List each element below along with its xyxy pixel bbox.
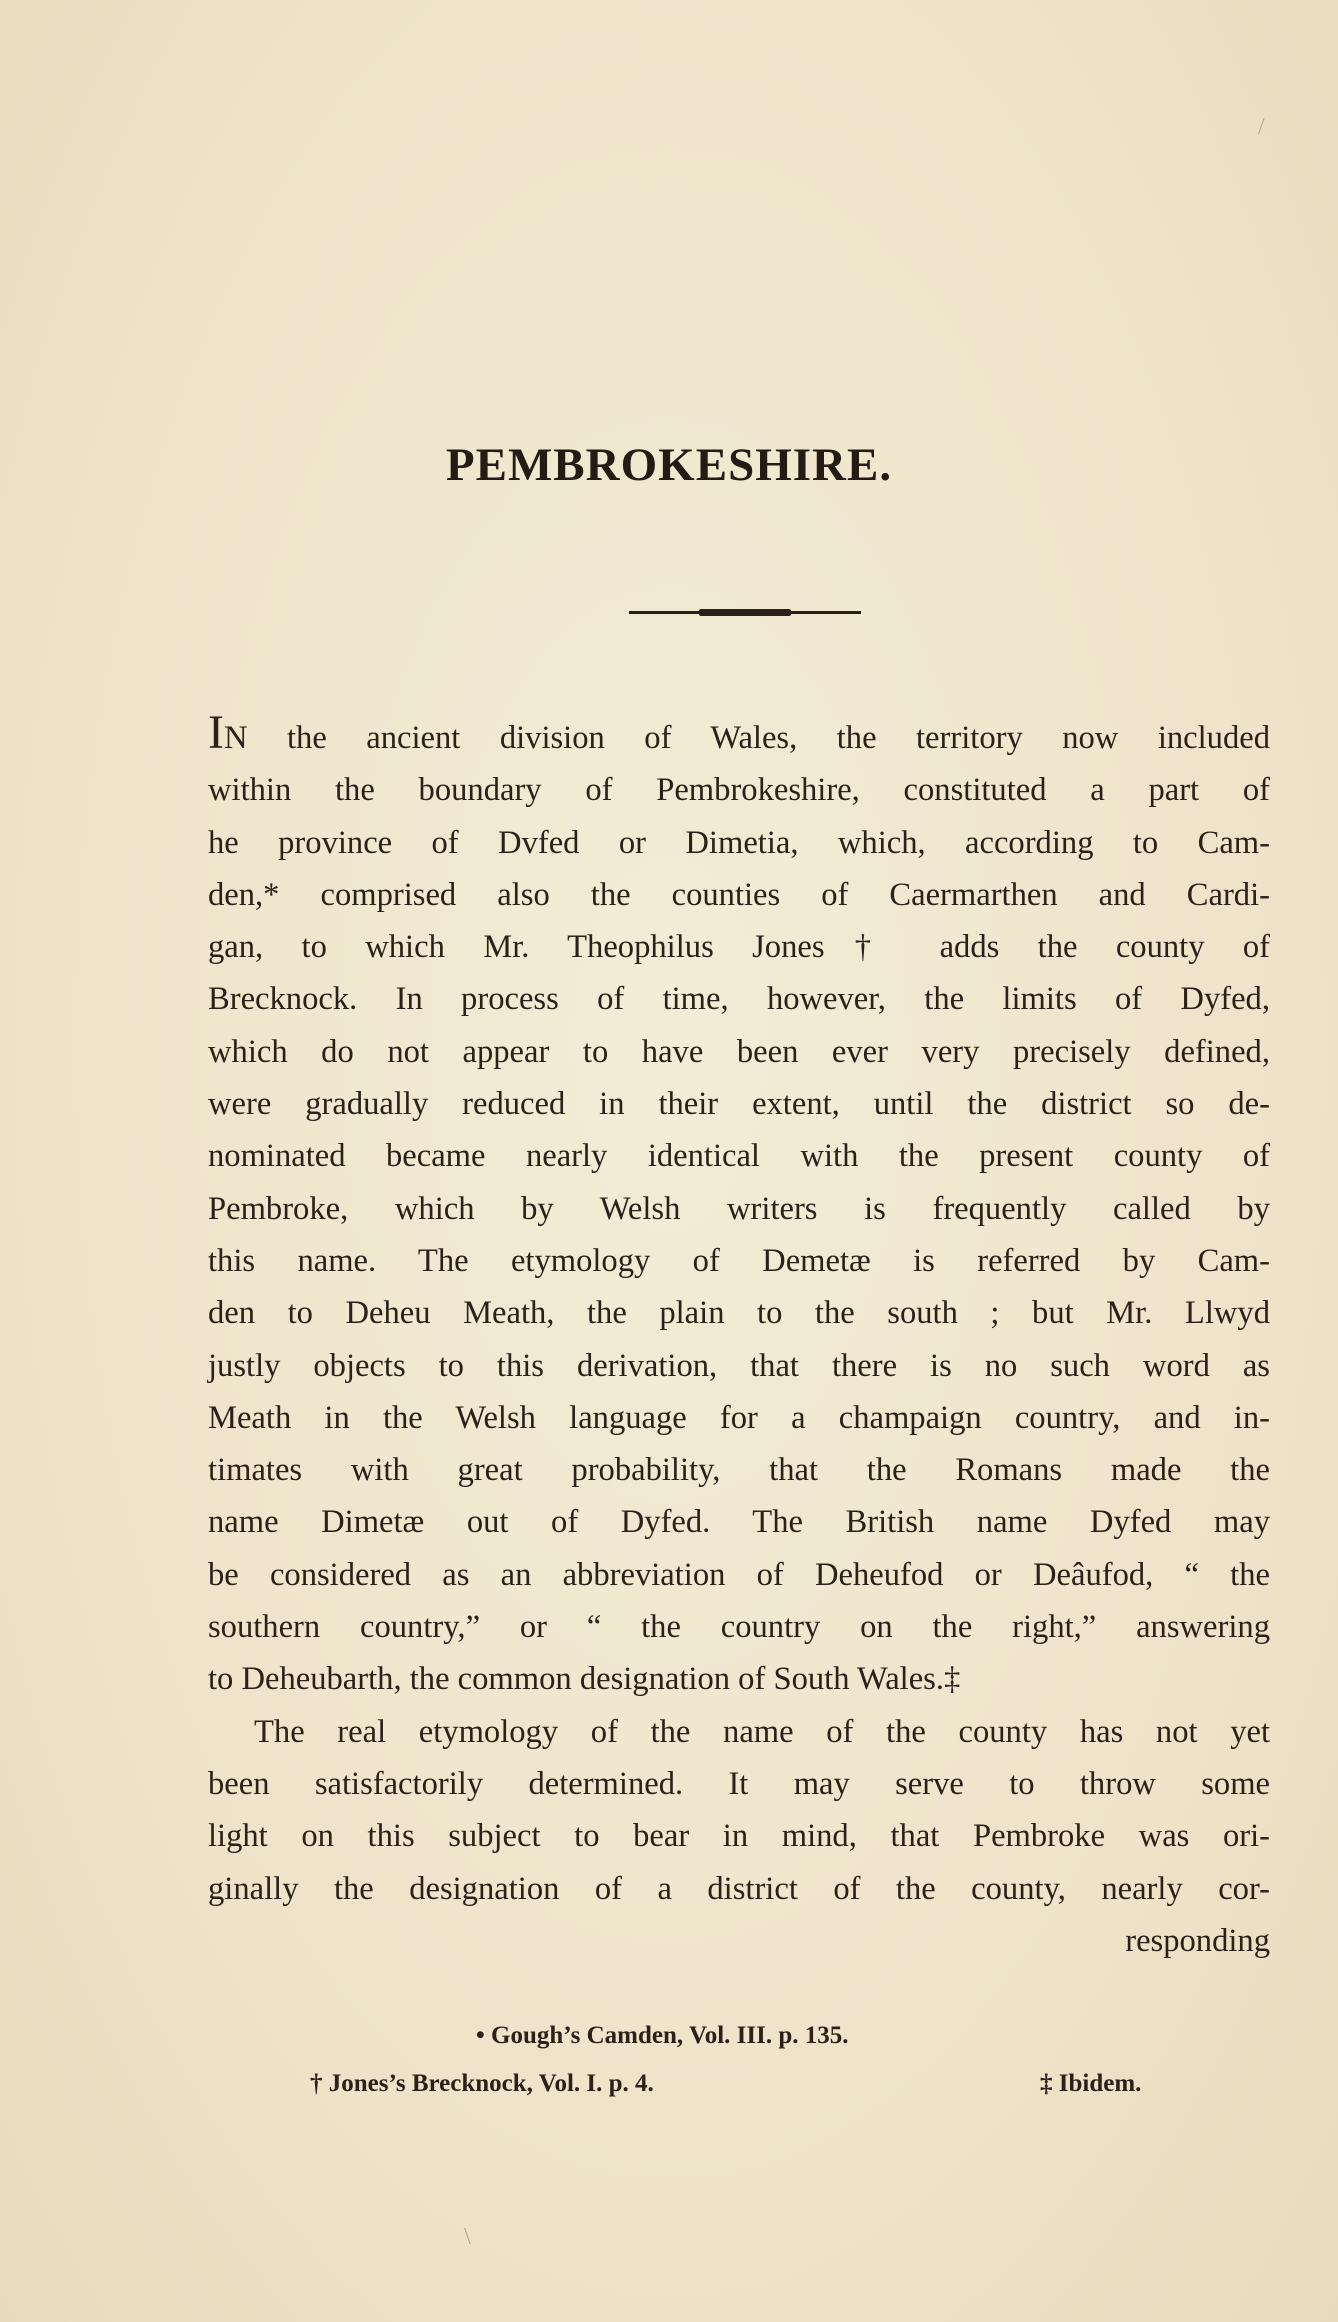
margin-mark: \	[464, 2224, 471, 2250]
catchword: responding	[1125, 1922, 1270, 1959]
text-line: be considered as an abbreviation of Deheufod or Deâufod, “ the	[208, 1556, 1270, 1593]
text-line: within the boundary of Pembrokeshire, constituted a part of	[208, 772, 1270, 809]
text-line: The real etymology of the name of the county has not yet	[254, 1713, 1270, 1750]
footnote-double-dagger: ‡ Ibidem.	[1040, 2070, 1142, 2097]
text-line: ginally the designation of a district of the county, nearly cor-	[208, 1870, 1270, 1907]
text-line: Brecknock. In process of time, however, the limits of Dyfed,	[208, 981, 1270, 1018]
text-line: were gradually reduced in their extent, until the district so de-	[208, 1086, 1270, 1123]
text-line: to Deheubarth, the common designation of South Wales.‡	[208, 1661, 961, 1698]
text-line: gan, to which Mr. Theophilus Jones† adds the county of	[208, 929, 1270, 966]
footnote-dagger: † Jones’s Brecknock, Vol. I. p. 4.	[310, 2070, 654, 2097]
margin-mark: /	[1258, 114, 1265, 140]
body-text	[208, 706, 1270, 1967]
footnote-star: • Gough’s Camden, Vol. III. p. 135.	[476, 2022, 849, 2049]
text-line: name Dimetæ out of Dyfed. The British name Dyfed may	[208, 1504, 1270, 1541]
text-line: justly objects to this derivation, that there is no such word as	[208, 1347, 1270, 1384]
text-line: den,* comprised also the counties of Caermarthen and Cardi-	[208, 876, 1270, 913]
text-line: IN the ancient division of Wales, the territory now included	[208, 706, 1270, 759]
text-line: timates with great probability, that the Romans made the	[208, 1452, 1270, 1489]
text-line: this name. The etymology of Demetæ is referred by Cam-	[208, 1242, 1270, 1279]
text-line: nominated became nearly identical with the present county of	[208, 1138, 1270, 1175]
text-line: southern country,” or “ the country on the right,” answering	[208, 1609, 1270, 1646]
text-line: light on this subject to bear in mind, that Pembroke was ori-	[208, 1818, 1270, 1855]
text-line: he province of Dvfed or Dimetia, which, according to Cam-	[208, 824, 1270, 861]
text-line: Meath in the Welsh language for a champaign country, and in-	[208, 1399, 1270, 1436]
drop-cap: I	[208, 706, 224, 759]
text-line: den to Deheu Meath, the plain to the south ; but Mr. Llwyd	[208, 1295, 1270, 1332]
text-line: Pembroke, which by Welsh writers is frequently called by	[208, 1190, 1270, 1227]
page-title: PEMBROKESHIRE.	[445, 439, 893, 491]
decorative-rule	[629, 611, 861, 614]
text-line: been satisfactorily determined. It may serve to throw some	[208, 1765, 1270, 1802]
text-line: which do not appear to have been ever very precisely defined,	[208, 1033, 1270, 1070]
